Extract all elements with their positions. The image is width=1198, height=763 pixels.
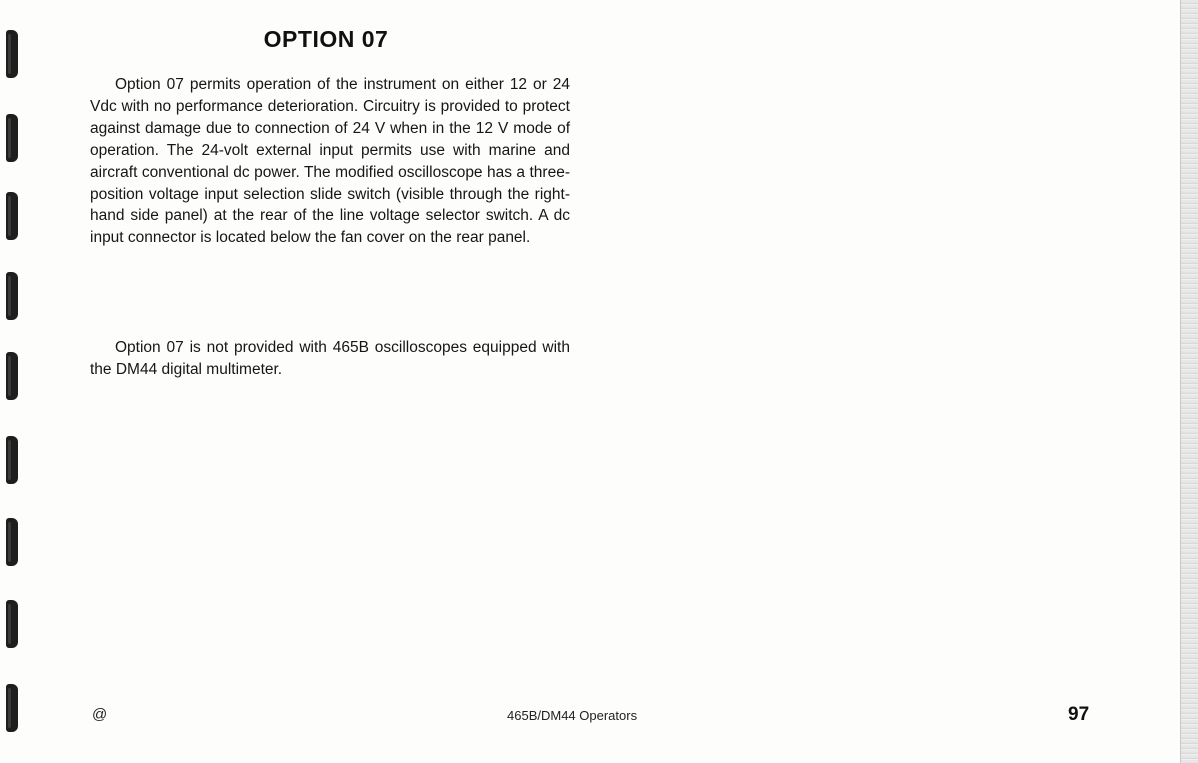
binding-hole xyxy=(6,518,18,566)
body-paragraph-2: Option 07 is not provided with 465B oscilloscopes equipped with the DM44 digital multimeter. xyxy=(90,339,570,378)
body-paragraph-1: Option 07 permits operation of the instrument on either 12 or 24 Vdc with no performance deterioration. Circuitry is provided to protect against damage due to connection of 24 V when in the 12 V mode of operation. The 24-volt external input permits use with marine and aircraft conventional dc power. The modified oscilloscope has a three-position voltage input selection slide switch (visible through the right-hand side panel) at the rear of the line voltage selector switch. A dc input connector is located below the fan cover on the rear panel. xyxy=(90,76,570,247)
binding-hole xyxy=(6,272,18,320)
page-title: OPTION 07 xyxy=(263,26,389,52)
footer-symbol: @ xyxy=(92,706,108,723)
page-edge xyxy=(1180,0,1198,763)
page-number: 97 xyxy=(1068,704,1090,725)
binding-hole xyxy=(6,30,18,78)
binding-hole xyxy=(6,192,18,240)
binding-hole xyxy=(6,352,18,400)
binding-holes xyxy=(0,0,40,763)
binding-hole xyxy=(6,114,18,162)
footer-manual-title: 465B/DM44 Operators xyxy=(507,708,638,723)
binding-hole xyxy=(6,684,18,732)
binding-hole xyxy=(6,436,18,484)
binding-hole xyxy=(6,600,18,648)
